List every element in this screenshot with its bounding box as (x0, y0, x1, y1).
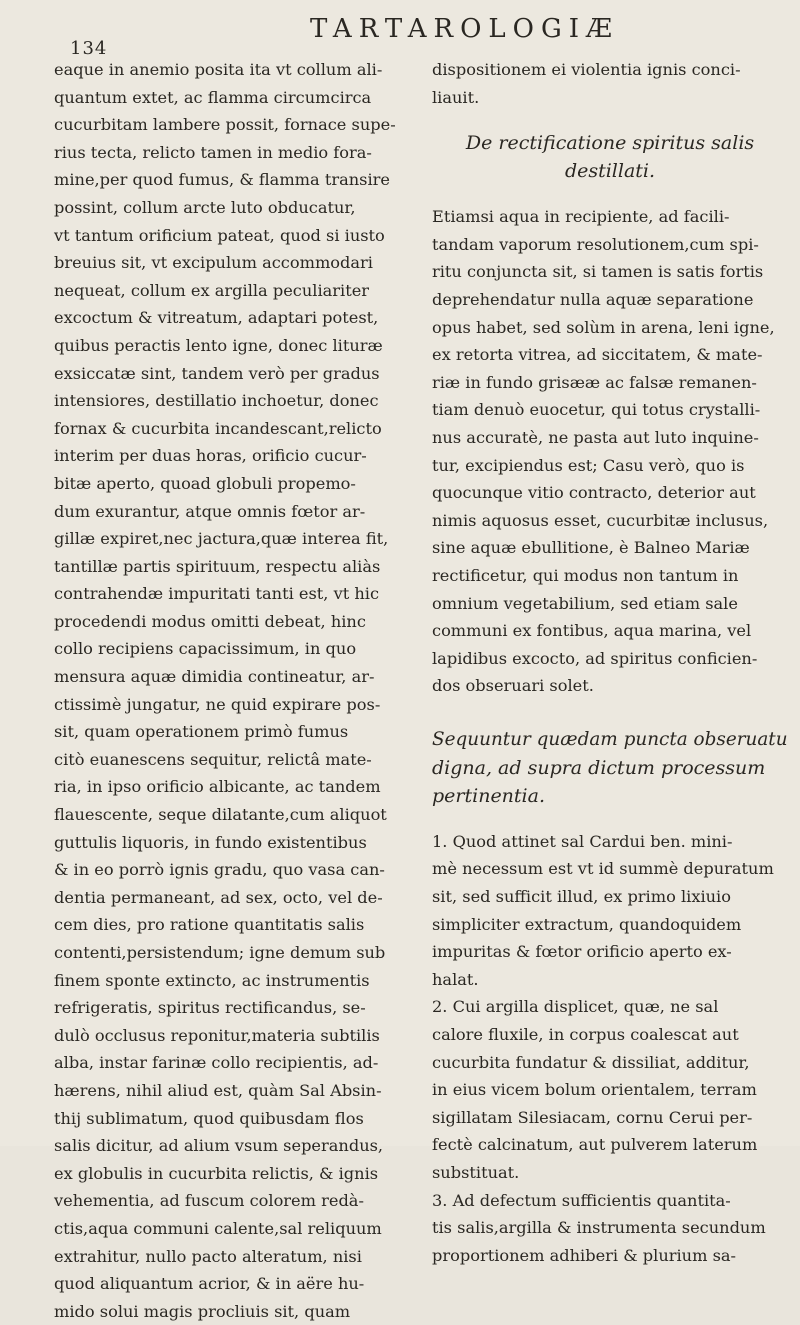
text-line: proportionem adhiberi & plurium sa- (432, 1245, 737, 1265)
text-line: hærens, nihil aliud est, quàm Sal Absin- (54, 1080, 382, 1100)
text-line: ria, in ipso orificio albicante, ac tandem (54, 777, 381, 797)
text-line: quibus peractis lento igne, donec lituræ (54, 335, 383, 355)
text-line: rius tecta, relicto tamen in medio fora- (54, 142, 372, 162)
text-line: dentia permaneant, ad sex, octo, vel de- (54, 887, 383, 907)
running-head: TARTAROLOGIÆ (310, 14, 620, 44)
text-line: 3. Ad defectum sufficientis quantita- (432, 1190, 731, 1210)
text-line: cucurbitam lambere possit, fornace supe- (54, 115, 396, 135)
intro-paragraph (432, 56, 788, 111)
text-line: ritu conjuncta sit, si tamen is satis fortis (432, 262, 764, 282)
section-heading-rectification (432, 129, 788, 185)
text-line: Etiamsi aqua in recipiente, ad facili- (432, 207, 730, 227)
text-line: nimis aquosus esset, cucurbitæ inclusus, (432, 510, 769, 530)
heading-line: destillati. (564, 160, 656, 183)
text-line: tur, excipiendus est; Casu verò, quo is (432, 455, 745, 475)
page-header (0, 8, 800, 59)
text-line: exsiccatæ sint, tandem verò per gradus (54, 363, 380, 383)
text-line: eaque in anemio posita ita vt collum ali- (54, 60, 383, 79)
text-line: dos obseruari solet. (432, 676, 594, 696)
text-line: ctis,aqua communi calente,sal reliquum (54, 1218, 382, 1238)
text-line: salis dicitur, ad alium vsum seperandus, (54, 1136, 384, 1156)
text-line: dulò occlusus reponitur,materia subtilis (54, 1025, 380, 1045)
text-line: excoctum & vitreatum, adaptari potest, (54, 308, 379, 328)
text-line: dispositionem ei violentia ignis conci- (432, 60, 741, 79)
text-line: flauescente, seque dilatante,cum aliquot (54, 805, 387, 825)
text-line: mensura aquæ dimidia contineatur, ar- (54, 667, 375, 687)
text-line: communi ex fontibus, aqua marina, vel (432, 621, 752, 641)
text-line: guttulis liquoris, in fundo existentibus (54, 832, 367, 852)
text-line: alba, instar farinæ collo recipientis, ad- (54, 1053, 379, 1073)
text-line: bitæ aperto, quoad globuli propemo- (54, 473, 356, 493)
text-line: cucurbita fundatur & dissiliat, additur, (432, 1052, 750, 1072)
text-line: nequeat, collum ex argilla peculiariter (54, 280, 370, 300)
text-line: ex retorta vitrea, ad siccitatem, & mate- (432, 345, 763, 365)
text-line: calore fluxile, in corpus coalescat aut (432, 1025, 739, 1045)
right-column (432, 56, 788, 1269)
text-line: extrahitur, nullo pacto alteratum, nisi (54, 1246, 362, 1266)
text-line: quantum extet, ac flamma circumcirca (54, 87, 372, 107)
text-line: intensiores, destillatio inchoetur, donec (54, 391, 379, 411)
text-line: in eius vicem bolum orientalem, terram (432, 1080, 757, 1100)
paragraph-observations (432, 828, 788, 1270)
paragraph-rectification (432, 203, 788, 700)
text-line: gillæ expiret,nec jactura,quæ interea fit, (54, 529, 389, 549)
text-line: halat. (432, 969, 479, 989)
heading-line: digna, ad supra dictum processum (432, 756, 766, 779)
heading-line: Sequuntur quædam puncta obseruatu (432, 728, 788, 750)
text-line: sigillatam Silesiacam, cornu Cerui per- (432, 1107, 753, 1127)
text-line: liauit. (432, 87, 480, 107)
text-line: sit, quam operationem primò fumus (54, 722, 349, 742)
text-line: quod aliquantum acrior, & in aëre hu- (54, 1274, 365, 1294)
heading-line: De rectificatione spiritus salis (465, 132, 755, 155)
text-line: interim per duas horas, orificio cucur- (54, 446, 367, 466)
text-line: tantillæ partis spirituum, respectu aliàs (54, 556, 381, 576)
text-line: & in eo porrò ignis gradu, quo vasa can- (54, 860, 385, 880)
text-line: rectificetur, qui modus non tantum in (432, 565, 739, 585)
text-line: dum exurantur, atque omnis fœtor ar- (54, 501, 366, 521)
text-line: fornax & cucurbita incandescant,relicto (54, 418, 382, 438)
text-line: simpliciter extractum, quandoquidem (432, 914, 742, 934)
text-line: cem dies, pro ratione quantitatis salis (54, 915, 365, 935)
text-line: fectè calcinatum, aut pulverem laterum (432, 1135, 758, 1155)
text-line: mè necessum est vt id summè depuratum (432, 859, 774, 879)
text-line: tandam vaporum resolutionem,cum spi- (432, 234, 759, 254)
text-line: finem sponte extincto, ac instrumentis (54, 970, 370, 990)
left-column (54, 56, 412, 1325)
page-number: 134 (70, 38, 108, 59)
text-line: procedendi modus omitti debeat, hinc (54, 611, 366, 631)
text-line: nus accuratè, ne pasta aut luto inquine- (432, 427, 759, 447)
text-line: contenti,persistendum; igne demum sub (54, 943, 386, 962)
text-line: mine,per quod fumus, & flamma transire (54, 170, 390, 190)
text-line: thij sublimatum, quod quibusdam flos (54, 1108, 364, 1128)
text-line: vehementia, ad fuscum colorem redà- (54, 1191, 364, 1211)
text-line: deprehendatur nulla aquæ separatione (432, 289, 754, 309)
text-line: contrahendæ impuritati tanti est, vt hic (54, 584, 380, 604)
heading-line: pertinentia. (432, 784, 545, 807)
text-line: ctissimè jungatur, ne quid expirare pos- (54, 694, 381, 714)
text-line: ex globulis in cucurbita relictis, & ignis (54, 1163, 379, 1183)
text-line: mido solui magis procliuis sit, quam (54, 1301, 351, 1321)
text-line: impuritas & fœtor orificio aperto ex- (432, 942, 732, 962)
text-line: quocunque vitio contracto, deterior aut (432, 483, 756, 503)
text-line: vt tantum orificium pateat, quod si iusto (54, 225, 385, 245)
text-line: collo recipiens capacissimum, in quo (54, 639, 357, 659)
section-heading-observations (432, 726, 788, 810)
text-line: lapidibus excocto, ad spiritus conficien- (432, 648, 758, 668)
text-line: substituat. (432, 1163, 520, 1182)
text-line: refrigeratis, spiritus rectificandus, se- (54, 998, 366, 1018)
text-line: 2. Cui argilla displicet, quæ, ne sal (432, 997, 719, 1017)
text-line: opus habet, sed solùm in arena, leni igne, (432, 317, 775, 337)
text-line: citò euanescens sequitur, relictâ mate- (54, 749, 372, 769)
text-line: sit, sed sufficit illud, ex primo lixiuio (432, 887, 731, 907)
text-line: breuius sit, vt excipulum accommodari (54, 253, 373, 273)
text-line: tiam denuò euocetur, qui totus crystalli- (432, 400, 761, 420)
text-line: 1. Quod attinet sal Cardui ben. mini- (432, 831, 733, 851)
text-line: possint, collum arcte luto obducatur, (54, 197, 356, 217)
text-line: sine aquæ ebullitione, è Balneo Mariæ (432, 538, 750, 558)
text-line: omnium vegetabilium, sed etiam sale (432, 593, 738, 613)
text-line: riæ in fundo grisææ ac falsæ remanen- (432, 372, 757, 392)
text-line: tis salis,argilla & instrumenta secundum (432, 1218, 766, 1238)
